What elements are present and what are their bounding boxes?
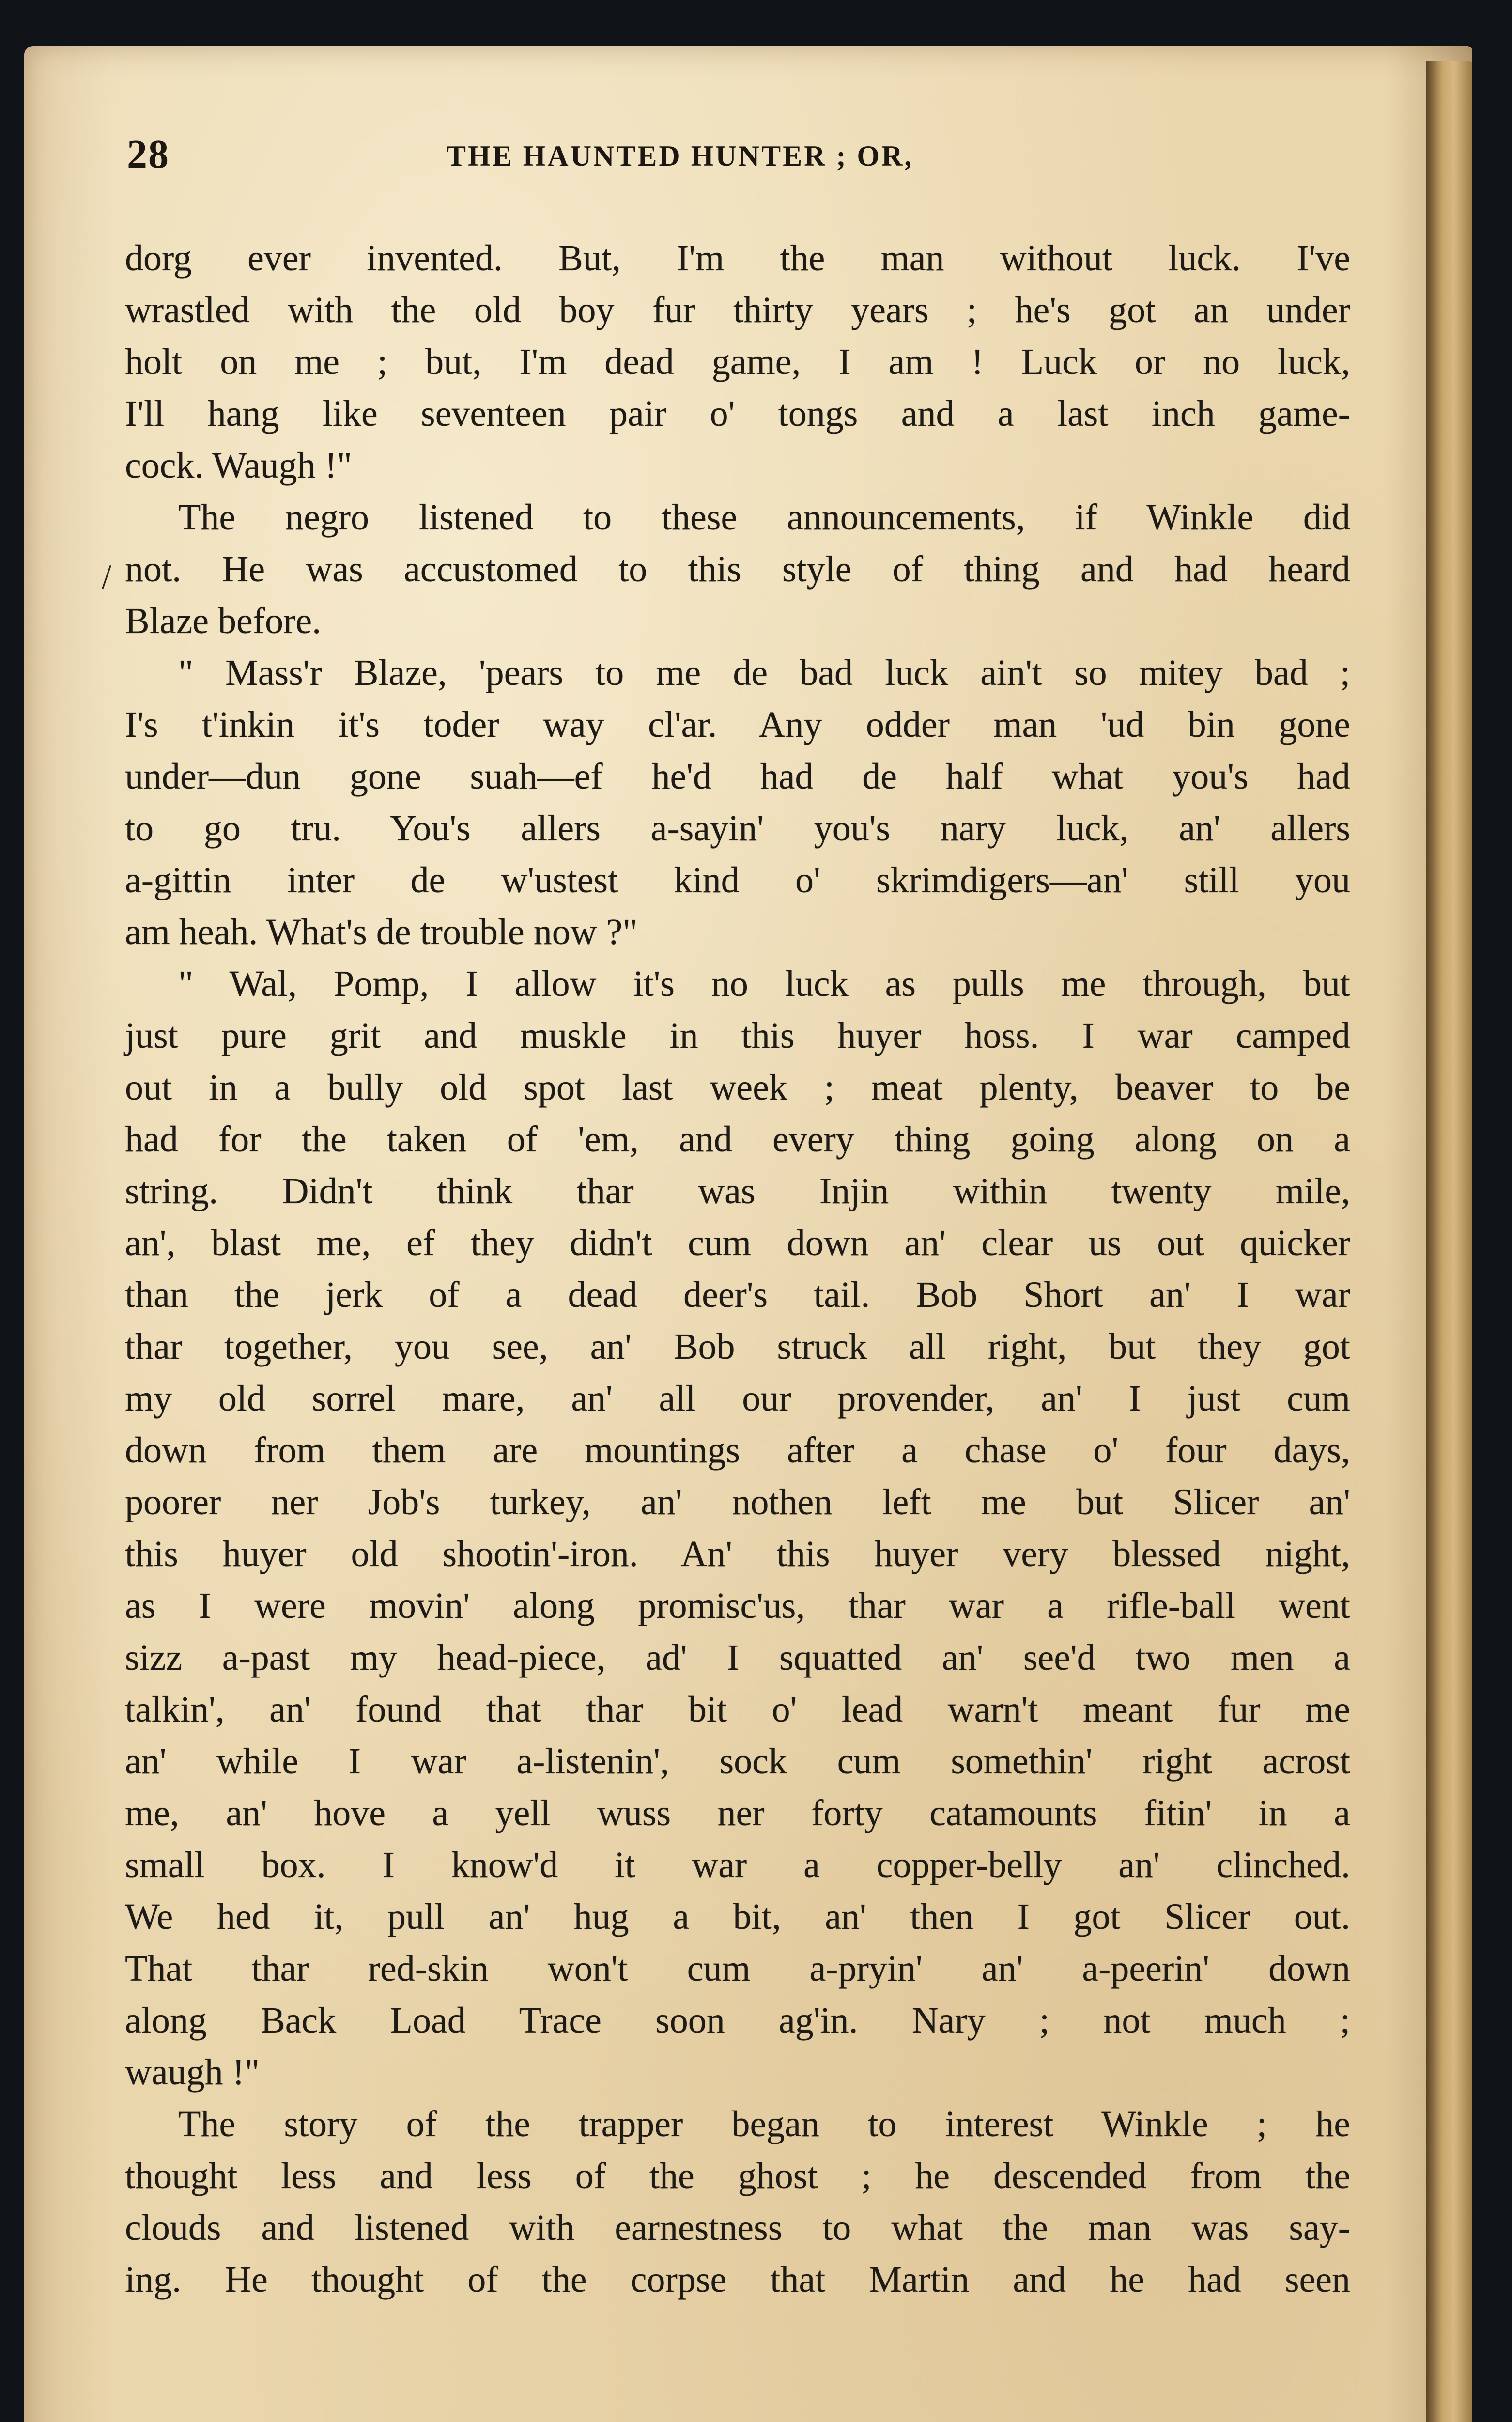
text-line: " Wal, Pomp, I allow it's no luck as pulls me through, but (178, 963, 1350, 1004)
text-line: We hed it, pull an' hug a bit, an' then I got Slicer out. (125, 1896, 1350, 1937)
text-line: had for the taken of 'em, and every thing going along on a (125, 1119, 1350, 1160)
text-line: along Back Load Trace soon ag'in. Nary ; not much ; (125, 2000, 1350, 2041)
text-line: The story of the trapper began to interest Winkle ; he (178, 2104, 1350, 2144)
text-line: " Mass'r Blaze, 'pears to me de bad luck ain't so mitey bad ; (178, 652, 1350, 693)
text-line: The negro listened to these announcements, if Winkle did (178, 497, 1350, 538)
margin-mark: / (102, 558, 112, 596)
text-line: as I were movin' along promisc'us, thar war a rifle-ball went (125, 1585, 1350, 1626)
text-line: an', blast me, ef they didn't cum down an' clear us out quicker (125, 1223, 1350, 1263)
text-line: talkin', an' found that thar bit o' lead warn't meant fur me (125, 1689, 1350, 1730)
text-line: small box. I know'd it war a copper-belly an' clinched. (125, 1845, 1350, 1885)
body-text (125, 233, 1350, 2306)
text-line: down from them are mountings after a chase o' four days, (125, 1430, 1350, 1471)
text-line: my old sorrel mare, an' all our provender, an' I just cum (125, 1378, 1350, 1419)
text-line: out in a bully old spot last week ; meat plenty, beaver to be (125, 1067, 1350, 1108)
page-header (127, 131, 1347, 184)
text-line: am heah. What's de trouble now ?" (125, 912, 638, 952)
text-line: an' while I war a-listenin', sock cum somethin' right acrost (125, 1741, 1350, 1782)
text-line: to go tru. You's allers a-sayin' you's nary luck, an' allers (125, 808, 1350, 849)
text-line: poorer ner Job's turkey, an' nothen left me but Slicer an' (125, 1482, 1350, 1522)
text-line: a-gittin inter de w'ustest kind o' skrimdigers—an' still you (125, 860, 1350, 900)
text-line: dorg ever invented. But, I'm the man without luck. I've (125, 238, 1350, 279)
text-line: thar together, you see, an' Bob struck all right, but they got (125, 1326, 1350, 1367)
text-line: this huyer old shootin'-iron. An' this huyer very blessed night, (125, 1534, 1350, 1574)
text-line: waugh !" (125, 2052, 260, 2093)
text-line: I's t'inkin it's toder way cl'ar. Any odder man 'ud bin gone (125, 704, 1350, 745)
text-line: clouds and listened with earnestness to what the man was say- (125, 2207, 1350, 2248)
text-line: than the jerk of a dead deer's tail. Bob Short an' I war (125, 1274, 1350, 1315)
text-line: me, an' hove a yell wuss ner forty catamounts fitin' in a (125, 1793, 1350, 1833)
text-line: wrastled with the old boy fur thirty years ; he's got an under (125, 290, 1350, 330)
text-line: ing. He thought of the corpse that Martin and he had seen (125, 2259, 1350, 2300)
text-line: Blaze before. (125, 601, 322, 641)
running-head: THE HAUNTED HUNTER ; OR, (447, 140, 914, 172)
text-line: under—dun gone suah—ef he'd had de half what you's had (125, 756, 1350, 797)
text-line: string. Didn't think thar was Injin within twenty mile, (125, 1171, 1350, 1211)
text-line: cock. Waugh !" (125, 445, 352, 486)
text-line: sizz a-past my head-piece, ad' I squatted an' see'd two men a (125, 1637, 1350, 1678)
text-line: not. He was accustomed to this style of thing and had heard (125, 549, 1350, 590)
text-line: thought less and less of the ghost ; he descended from the (125, 2156, 1350, 2196)
page-edge (1426, 61, 1472, 2422)
text-line: just pure grit and muskle in this huyer hoss. I war camped (125, 1015, 1350, 1056)
text-line: I'll hang like seventeen pair o' tongs and a last inch game- (125, 393, 1350, 434)
text-line: That thar red-skin won't cum a-pryin' an' a-peerin' down (125, 1948, 1350, 1989)
text-line: holt on me ; but, I'm dead game, I am ! Luck or no luck, (125, 342, 1350, 382)
page-number: 28 (127, 132, 170, 177)
